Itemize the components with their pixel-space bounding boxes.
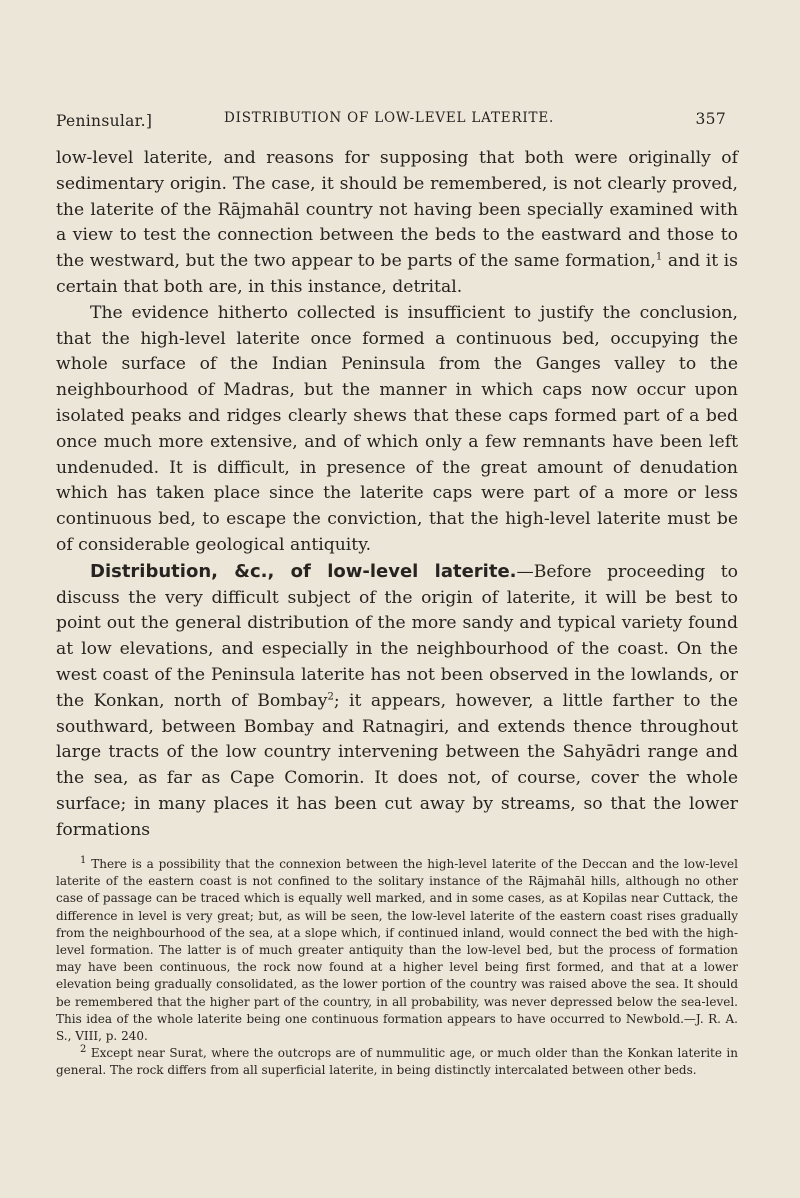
footnotes (56, 856, 738, 1080)
header-title: DISTRIBUTION OF LOW-LEVEL LATERITE. (224, 110, 555, 126)
paragraph-1 (56, 146, 738, 301)
footnote-2 (56, 1045, 738, 1079)
footnote-ref-2: 2 (327, 691, 334, 702)
paragraph-3-text-b: ; it appears, however, a little farther to the southward, between Bombay and Ratnagiri, and extends thence throughout large tracts of the low country intervening between the Sahyādri range and the sea, as far as Cape Comorin. It does not, of course, cover the whole surface; in many places it has been cut away by streams, so that the lower formations (56, 690, 738, 840)
footnote-1-text: There is a possibility that the connexion between the high-level laterite of the Deccan and the low-level laterite of the eastern coast is not confined to the solitary instance of the Rājmahāl hills, although no other case of passage can be traced which is equally well marked, and in some cases, as at Kopilas near Cuttack, the difference in level is very great; but, as will be seen, the low-level laterite of the eastern coast rises gradually from the neighbourhood of the sea, at a slope which, if continued inland, would connect the bed with the high-level formation. The latter is of much greater antiquity than the low-level bed, but the process of formation may have been continuous, the rock now found at a higher level being first formed, and that at a lower elevation being gradually consolidated, as the lower portion of the country was raised above the sea. It should be remembered that the higher part of the country, in all probability, was never depressed below the sea-level. This idea of the whole laterite being one continuous formation appears to have occurred to Newbold.—J. R. A. S., VIII, p. 240. (56, 857, 738, 1044)
paragraph-1-tail: and it is certain that both are, in this instance, detrital. (56, 251, 738, 297)
footnote-1 (56, 856, 738, 1045)
paragraph-2: The evidence hitherto collected is insufficient to justify the conclusion, that the high-level laterite once formed a continuous bed, occupying the whole surface of the Indian Peninsula from the Ganges valley to the neighbourhood of Madras, but the manner in which caps now occur upon isolated peaks and ridges clearly shews that these caps formed part of a bed once much more extensive, and of which only a few remnants have been left undenuded. It is difficult, in presence of the great amount of denudation which has taken place since the laterite caps were part of a more or less continuous bed, to escape the conviction, that the high-level laterite must be of considerable geological antiquity. (56, 302, 738, 555)
main-text (56, 146, 738, 844)
paragraph-1-text: low-level laterite, and reasons for supposing that both were originally of sedimentary origin. The case, it should be remembered, is not clearly proved, the laterite of the Rājmahāl country not having been specially examined with a view to test the connection between the beds to the eastward and those to the westward, but the two appear to be parts of the same formation, (56, 148, 738, 272)
header-section: Peninsular.] (56, 112, 153, 130)
footnote-2-mark: 2 (80, 1044, 87, 1056)
section-heading: Distribution, &c., of low-level laterite. (90, 560, 517, 582)
running-header (56, 110, 726, 134)
footnote-2-text: Except near Surat, where the outcrops are of nummulitic age, or much older than the Konkan laterite in general. The rock differs from all superficial laterite, in being distinctly intercalated between other beds. (56, 1046, 738, 1078)
paragraph-3 (56, 559, 738, 844)
footnote-ref-1: 1 (655, 251, 663, 263)
page-number: 357 (695, 110, 726, 128)
footnote-1-mark: 1 (80, 855, 87, 866)
paragraph-3-text-a: —Before proceeding to discuss the very difficult subject of the origin of laterite, it will be best to point out the general distribution of the more sandy and typical variety found at low elevations, and especially in the neighbourhood of the coast. On the west coast of the Peninsula laterite has not been observed in the lowlands, or the Konkan, north of Bombay (56, 561, 739, 711)
